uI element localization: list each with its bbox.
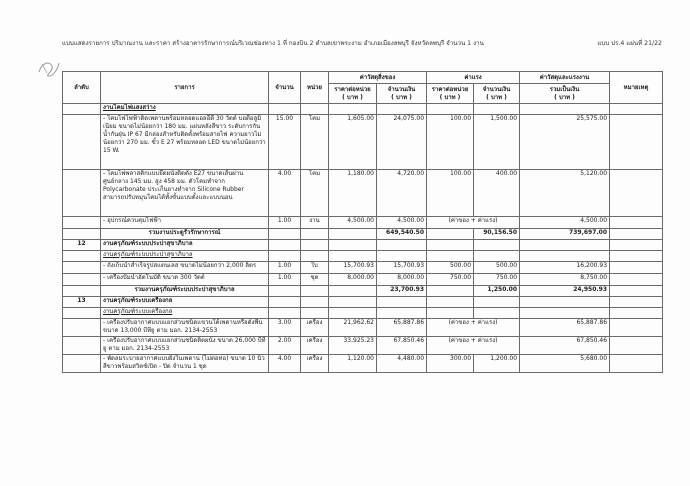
section-heading-row — [63, 240, 663, 251]
row-remark — [610, 355, 663, 373]
section-total-row — [63, 229, 663, 240]
section-total-sum: 739,697.00 — [520, 229, 610, 240]
labor-amount: 1,200.00 — [474, 355, 520, 373]
section-heading: งานครุภัณฑ์ระบบเครื่องกล — [101, 297, 269, 308]
material-cost-header: ค่าวัสดุสิ่งของ — [329, 72, 427, 84]
section-heading-row — [63, 297, 663, 308]
item-unit: เครื่อง — [301, 355, 329, 373]
row-remark — [610, 274, 663, 286]
row-total: 25,575.00 — [520, 115, 610, 170]
material-unit-price: 15,700.93 — [329, 262, 377, 274]
quantity-price-table — [62, 71, 663, 373]
section-heading: งานโคมไฟแสงสว่าง — [101, 104, 269, 115]
section-total-label: รวมงานประตูรั้วรักษาการณ์ — [101, 229, 269, 240]
table-row — [63, 217, 663, 229]
section-heading: งานครุภัณฑ์ระบบประปาสุขาภิบาล — [101, 240, 269, 251]
row-total: 65,887.86 — [520, 319, 610, 337]
material-amount: 8,000.00 — [377, 274, 427, 286]
material-unit-price: 1,120.00 — [329, 355, 377, 373]
col-item-header: รายการ — [101, 72, 269, 104]
item-description: - พัดลมระบายอากาศแบบฝังในเพดาน (ไม่ต่อท่อ) ขนาด 10 นิ้ว สีขาวพร้อมสวิตช์เปิด - ปิด จำนวน 1 ชุด — [101, 355, 269, 373]
material-unit-price: 1,180.00 — [329, 170, 377, 217]
labor-amount: 1,500.00 — [474, 115, 520, 170]
labor-unit-price: 100.00 — [427, 170, 474, 217]
section-total-labor: 1,250.00 — [474, 286, 520, 297]
item-qty: 1.00 — [269, 262, 301, 274]
row-total: 16,200.93 — [520, 262, 610, 274]
material-unit-price-header: ราคาต่อหน่วย ( บาท ) — [329, 84, 377, 104]
section-total-label: รวมงานครุภัณฑ์ระบบประปาสุขาภิบาล — [101, 286, 269, 297]
item-unit: ใบ — [301, 262, 329, 274]
item-unit: เครื่อง — [301, 319, 329, 337]
item-qty: 15.00 — [269, 115, 301, 170]
pen-scribble-mark — [36, 58, 62, 80]
section-subheading-row — [63, 251, 663, 262]
labor-amount: 400.00 — [474, 170, 520, 217]
section-subheading: งานครุภัณฑ์ระบบประปาสุขาภิบาล — [101, 251, 269, 262]
material-amount: 65,887.86 — [377, 319, 427, 337]
section-subheading: งานครุภัณฑ์ระบบเครื่องกล — [101, 308, 269, 319]
item-unit: ชุด — [301, 274, 329, 286]
item-unit: โคม — [301, 115, 329, 170]
table-row — [63, 337, 663, 355]
sum-amount-header: รวมเป็นเงิน ( บาท ) — [520, 84, 610, 104]
item-description: - ถังเก็บน้ำสำเร็จรูปสแตนเลส ขนาดไม่น้อยกว่า 2,000 ลิตร — [101, 262, 269, 274]
material-unit-price: 4,500.00 — [329, 217, 377, 229]
table-row — [63, 262, 663, 274]
labor-amount: 500.00 — [474, 262, 520, 274]
labor-unit-price-header: ราคาต่อหน่วย ( บาท ) — [427, 84, 474, 104]
row-remark — [610, 262, 663, 274]
table-row — [63, 274, 663, 286]
material-amount: 4,480.00 — [377, 355, 427, 373]
section-total-sum: 24,950.93 — [520, 286, 610, 297]
row-total: 5,120.00 — [520, 170, 610, 217]
material-amount: 4,720.00 — [377, 170, 427, 217]
material-amount-header: จำนวนเงิน ( บาท ) — [377, 84, 427, 104]
item-description: - เครื่องปรับอากาศแบบแยกส่วนชนิดแขวนใต้เพดานหรือตั้งพื้น ขนาด 13,000 บีทียู ตาม มอก. 2134-2553 — [101, 319, 269, 337]
material-unit-price: 33,925.23 — [329, 337, 377, 355]
item-description: - เครื่องปรับอากาศแบบแยกส่วนชนิดติดผนัง ขนาด 26,000 บีทียู ตาม มอก. 2134-2553 — [101, 337, 269, 355]
section-number: 13 — [63, 297, 101, 308]
section-total-material: 649,540.50 — [377, 229, 427, 240]
row-total: 8,750.00 — [520, 274, 610, 286]
labor-amount-header: จำนวนเงิน ( บาท ) — [474, 84, 520, 104]
item-qty: 4.00 — [269, 355, 301, 373]
material-amount: 67,850.46 — [377, 337, 427, 355]
item-description: - โคมไฟพลาสติกแบบยึดผนังติดตั้ง E27 ขนาดเส้นผ่านศูนย์กลาง 145 มม. สูง 458 มม. ตัวโคมทำจาก Polycarbonate ประเก็นยางทำจาก Silicone Rubber สามารถปรับหมุนโคมได้ทั้งขั้นแบบตั้งและแบบนอน — [101, 170, 269, 217]
labor-note: (ค่าของ + ค่าแรง) — [427, 337, 520, 355]
section-total-labor: 90,156.50 — [474, 229, 520, 240]
material-unit-price: 8,000.00 — [329, 274, 377, 286]
col-seq-header: ลำดับ — [63, 72, 101, 104]
section-heading-row — [63, 104, 663, 115]
item-qty: 2.00 — [269, 337, 301, 355]
form-code: แบบ ปร.4 — [597, 40, 625, 47]
col-remark-header: หมายเหตุ — [610, 72, 663, 104]
section-subheading-row — [63, 308, 663, 319]
labor-unit-price: 750.00 — [427, 274, 474, 286]
section-number: 12 — [63, 240, 101, 251]
item-description: - อุปกรณ์ควบคุมไฟฟ้า — [101, 217, 269, 229]
row-remark — [610, 115, 663, 170]
material-amount: 24,075.00 — [377, 115, 427, 170]
document-title: แบบแสดงรายการ ปริมาณงาน และราคา สร้างอาคารรักษาการณ์บริเวณช่องทาง 1 ที่ กองบิน 2 ตำบลเขาพระงาม อำเภอเมืองลพบุรี จังหวัดลพบุรี จำนวน 1 งาน — [62, 40, 484, 47]
row-total: 67,850.46 — [520, 337, 610, 355]
total-cost-header: ค่าวัสดุและแรงงาน — [520, 72, 610, 84]
item-qty: 1.00 — [269, 274, 301, 286]
labor-note: (ค่าของ + ค่าแรง) — [427, 319, 520, 337]
row-remark — [610, 319, 663, 337]
labor-unit-price: 100.00 — [427, 115, 474, 170]
labor-note: (ค่าของ + ค่าแรง) — [427, 217, 520, 229]
table-row — [63, 319, 663, 337]
item-unit: เครื่อง — [301, 337, 329, 355]
col-unit-header: หน่วย — [301, 72, 329, 104]
material-unit-price: 1,605.00 — [329, 115, 377, 170]
material-unit-price: 21,962.62 — [329, 319, 377, 337]
item-qty: 3.00 — [269, 319, 301, 337]
item-description: - โคมไฟไฟฟ้าติดเพดานพร้อมหลอดแอลอีดี 30 วัตต์ บอดี้อลูมิเนียม ขนาดไม่น้อยกว่า 180 มม. แผ่นหลังสีขาว ระดับการกันน้ำกันฝุ่น IP 67 มีกล่องสำหรับติดตั้งพร้อมสายไฟ ความยาวไม่น้อยกว่า 270 มม. ขั้ว E 27 พร้อมหลอด LED ขนาดไม่น้อยกว่า 15 W. — [101, 115, 269, 170]
item-unit: งาน — [301, 217, 329, 229]
item-qty: 1.00 — [269, 217, 301, 229]
table-row — [63, 355, 663, 373]
page-header — [62, 38, 662, 50]
page-reference — [597, 38, 662, 50]
item-unit: โคม — [301, 170, 329, 217]
labor-unit-price: 500.00 — [427, 262, 474, 274]
item-description: - เครื่องปั๊มน้ำอัตโนมัติ ขนาด 300 วัตต์ — [101, 274, 269, 286]
row-total: 4,500.00 — [520, 217, 610, 229]
item-qty: 4.00 — [269, 170, 301, 217]
col-qty-header: จำนวน — [269, 72, 301, 104]
table-row — [63, 170, 663, 217]
row-total: 5,680.00 — [520, 355, 610, 373]
material-amount: 15,700.93 — [377, 262, 427, 274]
row-remark — [610, 217, 663, 229]
section-total-material: 23,700.93 — [377, 286, 427, 297]
material-amount: 4,500.00 — [377, 217, 427, 229]
labor-unit-price: 300.00 — [427, 355, 474, 373]
labor-cost-header: ค่าแรง — [427, 72, 520, 84]
page-number: แผ่นที่ 21/22 — [626, 40, 662, 47]
row-remark — [610, 337, 663, 355]
labor-amount: 750.00 — [474, 274, 520, 286]
section-total-row — [63, 286, 663, 297]
table-row — [63, 115, 663, 170]
row-remark — [610, 170, 663, 217]
